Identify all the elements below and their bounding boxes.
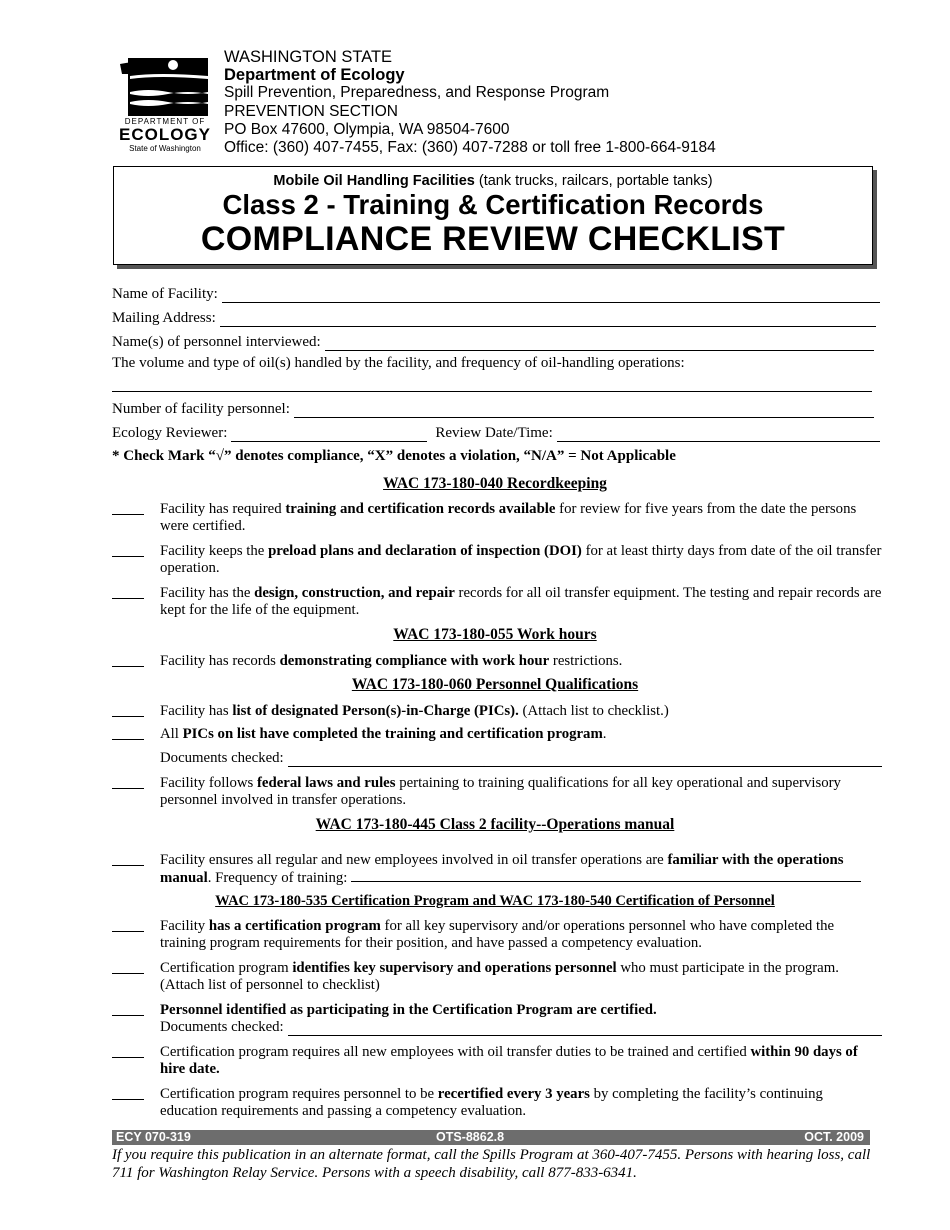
training-frequency-field[interactable] [351, 869, 861, 882]
po-box: PO Box 47600, Olympia, WA 98504-7600 [224, 120, 510, 138]
check-blank[interactable] [112, 960, 144, 974]
logo-state-text: State of Washington [129, 144, 201, 153]
checklist-item [112, 726, 882, 743]
subtitle-rest: (tank trucks, railcars, portable tanks) [474, 173, 713, 189]
section-certification-program: WAC 173-180-535 Certification Program and WAC 173-180-540 Certification of Personnel [215, 893, 775, 909]
check-blank[interactable] [112, 585, 144, 599]
checklist-item [112, 501, 882, 535]
documents-checked-label: Documents checked: [160, 750, 284, 766]
personnel-interviewed-label: Name(s) of personnel interviewed: [112, 334, 321, 350]
item-text: Certification program identifies key supervisory and operations personnel who must participate in the program. (Attach list of personnel to checklist) [160, 960, 839, 993]
documents-checked-row [112, 750, 882, 767]
check-blank[interactable] [112, 703, 144, 717]
num-personnel-field[interactable] [294, 405, 874, 418]
title-box [113, 166, 873, 265]
item-text: Facility keeps the preload plans and declaration of inspection (DOI) for at least thirty days from date of the oil transfer operation. [160, 543, 882, 576]
check-mark-legend: * Check Mark “√” denotes compliance, “X” denotes a violation, “N/A” = Not Applicable [112, 448, 676, 464]
item-text: Certification program requires all new employees with oil transfer duties to be trained and certified within 90 days of hire date. [160, 1044, 858, 1077]
num-personnel-label: Number of facility personnel: [112, 401, 290, 417]
title-class: Class 2 - Training & Certification Records [222, 189, 764, 220]
check-blank[interactable] [112, 775, 144, 789]
ots-number: OTS-8862.8 [436, 1130, 505, 1144]
agency-name: Department of Ecology [224, 66, 405, 85]
logo-department-text: DEPARTMENT OF [124, 117, 206, 126]
item-text: Facility has records demonstrating compliance with work hour restrictions. [160, 653, 623, 669]
review-date-label: Review Date/Time: [435, 425, 553, 441]
checklist-item [112, 543, 882, 577]
item-text: All PICs on list have completed the training and certification program. [160, 726, 607, 742]
check-blank[interactable] [112, 918, 144, 932]
checklist-item [112, 585, 882, 619]
facility-name-label: Name of Facility: [112, 286, 218, 302]
check-blank[interactable] [112, 1044, 144, 1058]
check-blank[interactable] [112, 501, 144, 515]
section-operations-manual: WAC 173-180-445 Class 2 facility--Operations manual [315, 816, 675, 833]
logo-ecology-text: ECOLOGY [118, 125, 211, 144]
item-text: Facility has list of designated Person(s)-in-Charge (PICs). (Attach list to checklist.) [160, 703, 669, 719]
agency-state: WASHINGTON STATE [224, 48, 393, 66]
checklist-item [112, 918, 882, 952]
facility-name-field[interactable] [222, 290, 880, 303]
item-text: Facility has a certification program for all key supervisory and/or operations personnel who have completed the training program requirements for their position, and have passed a competency evaluation. [160, 918, 835, 951]
section-recordkeeping: WAC 173-180-040 Recordkeeping [383, 475, 607, 492]
personnel-interviewed-row [112, 327, 880, 351]
checklist-item [112, 1086, 882, 1120]
check-blank[interactable] [112, 1086, 144, 1100]
documents-checked-field[interactable] [288, 1023, 882, 1036]
reviewer-label: Ecology Reviewer: [112, 425, 228, 441]
section-personnel-qualifications: WAC 173-180-060 Personnel Qualifications [351, 676, 639, 693]
title-subtitle [114, 173, 872, 189]
facility-name-row [112, 279, 880, 303]
page-title: COMPLIANCE REVIEW CHECKLIST [200, 220, 786, 258]
header-address [224, 48, 716, 157]
ecology-logo [118, 52, 212, 154]
checklist-item [112, 775, 882, 809]
ecology-logo-mark-icon [118, 52, 212, 116]
mailing-address-field[interactable] [220, 314, 876, 327]
check-blank[interactable] [112, 543, 144, 557]
check-blank[interactable] [112, 852, 144, 866]
item-text: Certification program requires personnel to be recertified every 3 years by completing the facility’s continuing education requirements and passing a competency evaluation. [160, 1086, 823, 1119]
form-date: OCT. 2009 [804, 1130, 864, 1144]
volume-type-label: The volume and type of oil(s) handled by the facility, and frequency of oil-handling operations: [112, 355, 685, 371]
review-date-field[interactable] [557, 429, 880, 442]
check-blank[interactable] [112, 1002, 144, 1016]
item-text: Personnel identified as participating in the Certification Program are certified. [160, 1002, 657, 1018]
section-work-hours: WAC 173-180-055 Work hours [393, 626, 597, 643]
mailing-address-row [112, 303, 880, 327]
item-text: Facility has required training and certification records available for review for five years from the date the persons were certified. [160, 501, 857, 534]
form-number: ECY 070-319 [116, 1130, 191, 1144]
facility-info-fields [112, 279, 880, 470]
personnel-interviewed-field[interactable] [325, 338, 874, 351]
mailing-address-label: Mailing Address: [112, 310, 216, 326]
reviewer-field[interactable] [231, 429, 427, 442]
contact-numbers: Office: (360) 407-7455, Fax: (360) 407-7288 or toll free 1-800-664-9184 [224, 139, 716, 157]
item-text: Facility has the design, construction, and repair records for all oil transfer equipment. The testing and repair records are kept for the life of the equipment. [160, 585, 882, 618]
subtitle-bold: Mobile Oil Handling Facilities [273, 173, 475, 189]
checklist-item [112, 1044, 882, 1078]
documents-checked-field[interactable] [288, 754, 882, 767]
program-name: Spill Prevention, Preparedness, and Response Program [224, 84, 610, 102]
check-blank[interactable] [112, 653, 144, 667]
item-text: Facility follows federal laws and rules pertaining to training qualifications for all key operational and supervisory personnel involved in transfer operations. [160, 775, 841, 808]
item-text: Facility ensures all regular and new employees involved in oil transfer operations are familiar with the operations manual. Frequency of training: [160, 852, 882, 887]
section-name: PREVENTION SECTION [224, 102, 398, 120]
documents-checked-label: Documents checked: [160, 1019, 284, 1035]
checklist-item [112, 852, 882, 887]
checklist-item [112, 1002, 882, 1036]
accessibility-note: If you require this publication in an alternate format, call the Spills Program at 360-407-7455. Persons with hearing loss, call 711 for Washington Relay Service. Persons with a speech disability, call 877-833-6341. [112, 1147, 871, 1181]
checklist-item [112, 653, 882, 670]
volume-type-field[interactable] [112, 375, 872, 392]
check-blank[interactable] [112, 726, 144, 740]
footer-bar [112, 1130, 870, 1145]
reviewer-row [112, 418, 880, 442]
checklist-item [112, 960, 882, 994]
checklist-item [112, 703, 882, 720]
num-personnel-row [112, 394, 880, 418]
